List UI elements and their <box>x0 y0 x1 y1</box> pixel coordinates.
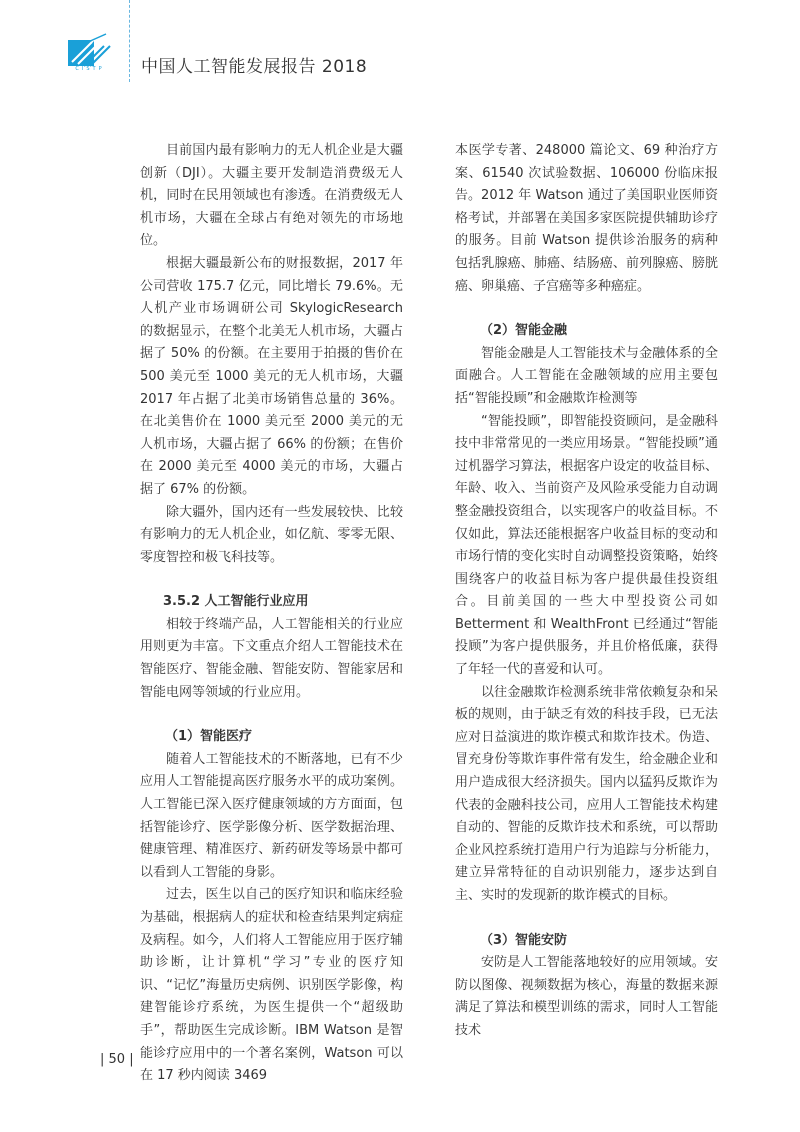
subsection-heading: （2）智能金融 <box>480 323 568 339</box>
paragraph: 随着人工智能技术的不断落地，已有不少应用人工智能提高医疗服务水平的成功案例。人工智能已深入医疗健康领域的方方面面，包括智能诊疗、医学影像分析、医学数据治理、健康管理、精准医疗、新药研发等场景中都可以看到人工智能的身影。 <box>140 751 403 880</box>
paragraph: “智能投顾”，即智能投资顾问，是金融科技中非常常见的一类应用场景。“智能投顾”通过机器学习算法，根据客户设定的收益目标、年龄、收入、当前资产及风险承受能力自动调整金融投资组合，以实现客户的收益目标。不仅如此，算法还能根据客户收益目标的变动和市场行情的变化实时自动调整投资策略，始终围绕客户的收益目标为客户提供最佳投资组合。目前美国的一些大中型投资公司如 Betterment 和 WealthFront 已经通过“智能投顾”为客户提供服务，并且价格低廉，获得了年轻一代的喜爱和认可。 <box>455 413 718 678</box>
page-number: | 50 | <box>100 1052 134 1067</box>
subsection-heading: （3）智能安防 <box>480 932 568 948</box>
paragraph: 智能金融是人工智能技术与金融体系的全面融合。人工智能在金融领域的应用主要包括“智能投顾”和金融欺诈检测等 <box>455 345 718 406</box>
subsection-heading: （1）智能医疗 <box>165 729 253 745</box>
cistp-logo-icon <box>66 32 114 70</box>
section-heading: 3.5.2 人工智能行业应用 <box>163 594 309 610</box>
paragraph: 目前国内最有影响力的无人机企业是大疆创新（DJI）。大疆主要开发制造消费级无人机，同时在民用领域也有渗透。在消费级无人机市场，大疆在全球占有绝对领先的市场地位。 <box>140 143 403 249</box>
paragraph: 除大疆外，国内还有一些发展较快、比较有影响力的无人机企业，如亿航、零零无限、零度智控和极飞科技等。 <box>140 504 403 565</box>
page-number-value: 50 <box>108 1052 126 1067</box>
paragraph: 相较于终端产品，人工智能相关的行业应用则更为丰富。下文重点介绍人工智能技术在智能医疗、智能金融、智能安防、智能家居和智能电网等领域的行业应用。 <box>140 616 403 700</box>
paragraph: 安防是人工智能落地较好的应用领域。安防以图像、视频数据为核心，海量的数据来源满足了算法和模型训练的需求，同时人工智能技术 <box>455 955 718 1038</box>
logo-caption: CISTP <box>75 66 105 72</box>
paragraph: 以往金融欺诈检测系统非常依赖复杂和呆板的规则，由于缺乏有效的科技手段，已无法应对日益演进的欺诈模式和欺诈技术。伪造、冒充身份等欺诈事件常有发生，给金融企业和用户造成很大经济损失。国内以猛犸反欺诈为代表的金融科技公司，应用人工智能技术构建自动的、智能的反欺诈技术和系统，可以帮助企业风控系统打造用户行为追踪与分析能力，建立异常特征的自动识别能力，逐步达到自主、实时的发现新的欺诈模式的目标。 <box>455 684 718 903</box>
left-column <box>140 140 403 1088</box>
paragraph: 本医学专著、248000 篇论文、69 种治疗方案、61540 次试验数据、106000 份临床报告。2012 年 Watson 通过了美国职业医师资格考试，并部署在美国多家医院提供辅助诊疗的服务。目前 Watson 提供诊治服务的病种包括乳腺癌、肺癌、结肠癌、前列腺癌、膀胱癌、卵巢癌、子宫癌等多种癌症。 <box>455 143 718 294</box>
page-header-title: 中国人工智能发展报告 2018 <box>141 57 368 77</box>
header-divider-line <box>129 0 130 82</box>
paragraph: 根据大疆最新公布的财报数据，2017 年公司营收 175.7 亿元，同比增长 79.6%。无人机产业市场调研公司 SkylogicResearch 的数据显示，在整个北美无人机市场，大疆占据了 50% 的份额。在主要用于拍摄的售价在 500 美元至 1000 美元的无人机市场，大疆 2017 年占据了北美市场销售总量的 36%。在北美售价在 1000 美元至 2000 美元的无人机市场，大疆占据了 66% 的份额；在售价在 2000 美元至 4000 美元的市场，大疆占据了 67% 的份额。 <box>140 255 403 497</box>
paragraph: 过去，医生以自己的医疗知识和临床经验为基础，根据病人的症状和检查结果判定病症及病程。如今，人们将人工智能应用于医疗辅助诊断，让计算机“学习”专业的医疗知识、“记忆”海量历史病例、识别医学影像，构建智能诊疗系统，为医生提供一个“超级助手”，帮助医生完成诊断。IBM Watson 是智能诊疗应用中的一个著名案例，Watson 可以在 17 秒内阅读 3469 <box>140 887 403 1084</box>
right-column <box>455 140 718 1043</box>
